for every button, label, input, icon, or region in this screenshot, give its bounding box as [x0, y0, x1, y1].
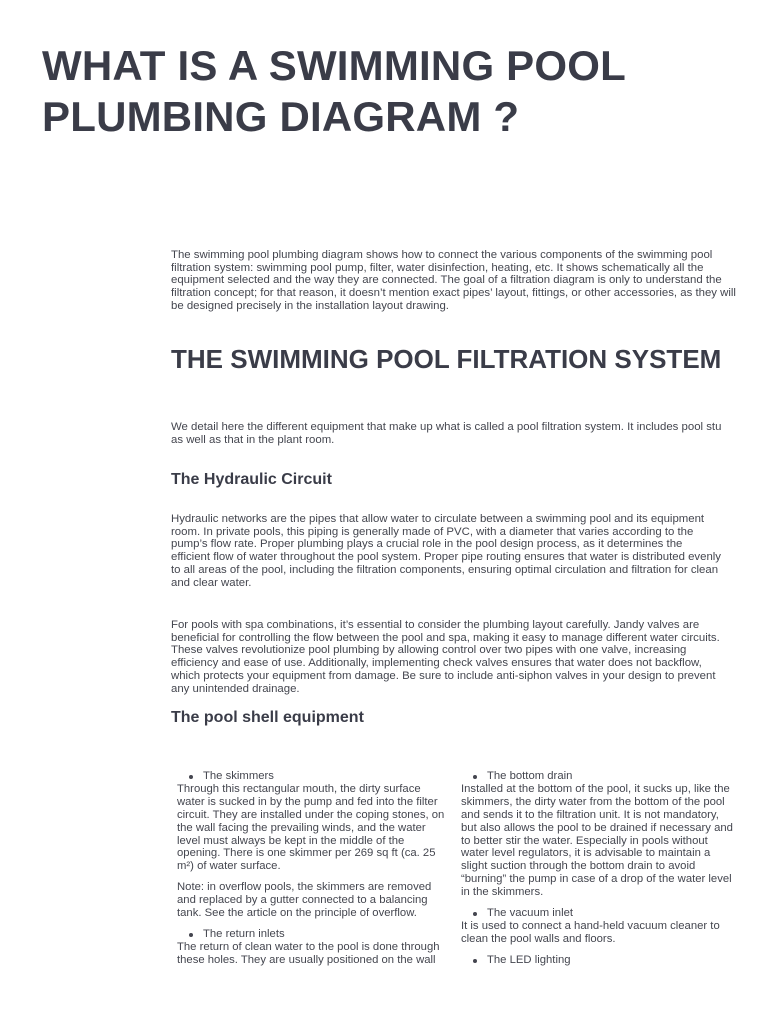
filtration-paragraph: We detail here the different equipment that make up what is called a pool filtration system. It includes pool stu as well as that in the plant room.: [171, 421, 722, 446]
list-item-text: It is used to connect a hand-held vacuum cleaner to clean the pool walls and floors.: [461, 919, 720, 945]
list-item-label: The skimmers: [203, 770, 274, 782]
list-item: [177, 770, 449, 783]
bullet-icon: [473, 775, 477, 779]
list-item-label: The bottom drain: [487, 770, 573, 782]
hydraulic-paragraph-1: Hydraulic networks are the pipes that allow water to circulate between a swimming pool and its equipment room. In private pools, this piping is generally made of PVC, with a diameter that varies according to the pump’s flow rate. Proper plumbing plays a crucial role in the pool design process, as it determines the efficient flow of water throughout the pool system. Proper pipe routing ensures that water is distributed evenly to all areas of the pool, including the filtration components, ensuring optimal circulation and filtration for clean and clear water.: [171, 513, 722, 589]
list-item-text: Installed at the bottom of the pool, it sucks up, like the skimmers, the dirty water from the bottom of the pool and sends it to the filtration unit. It is not mandatory, but also allows the pool to be drained if necessary and to better stir the water. Especially in pools without water level regulators, it is advisable to maintain a slight suction through the bottom drain to avoid “burning” the pump in case of a drop of the water level in the skimmers.: [461, 782, 733, 899]
filtration-heading: THE SWIMMING POOL FILTRATION SYSTEM: [171, 344, 722, 374]
list-item-text: The return of clean water to the pool is done through these holes. They are usually positioned on the wall: [177, 940, 440, 966]
intro-paragraph: The swimming pool plumbing diagram shows how to connect the various components of the swimming pool filtration system: swimming pool pump, filter, water disinfection, heating, etc. It shows schematically all the equipment selected and the way they are connected. The goal of a filtration diagram is only to understand the filtration concept; for that reason, it doesn’t mention exact pipes’ layout, fittings, or other accessories, as they will be designed precisely in the installation layout drawing.: [171, 249, 736, 312]
shell-right-column: [461, 770, 737, 967]
shell-left-column: [177, 770, 449, 967]
hydraulic-heading: The Hydraulic Circuit: [171, 471, 332, 488]
list-item: [461, 770, 737, 783]
bullet-icon: [189, 775, 193, 779]
list-item-label: The vacuum inlet: [487, 907, 574, 920]
list-item-text: Through this rectangular mouth, the dirty surface water is sucked in by the pump and fed into the filter circuit. They are installed under the coping stones, on the wall facing the prevailing winds, and the water level must always be kept in the middle of the opening. There is one skimmer per 269 sq ft (ca. 25 m²) of water surface.: [177, 782, 445, 873]
page-title: WHAT IS A SWIMMING POOL PLUMBING DIAGRAM ?: [42, 42, 626, 140]
list-item-label: The LED lighting: [487, 953, 571, 966]
list-item: [177, 928, 449, 941]
bullet-icon: [473, 959, 477, 963]
hydraulic-paragraph-2: For pools with spa combinations, it’s essential to consider the plumbing layout carefully. Jandy valves are beneficial for controlling the flow between the pool and spa, making it easy to manage different water circuits. These valves revolutionize pool plumbing by allowing control over two pipes with one valve, increasing efficiency and ease of use. Additionally, implementing check valves ensures that water does not backflow, which protects your equipment from damage. Be sure to include anti-siphon valves in your design to prevent any unintended drainage.: [171, 619, 720, 695]
shell-heading: The pool shell equipment: [171, 709, 364, 726]
list-item: [461, 954, 737, 967]
list-item-note: Note: in overflow pools, the skimmers are removed and replaced by a gutter connected to a balancing tank. See the article on the principle of overflow.: [177, 881, 432, 920]
bullet-icon: [189, 933, 193, 937]
list-item: [461, 907, 737, 920]
list-item-label: The return inlets: [203, 927, 285, 940]
